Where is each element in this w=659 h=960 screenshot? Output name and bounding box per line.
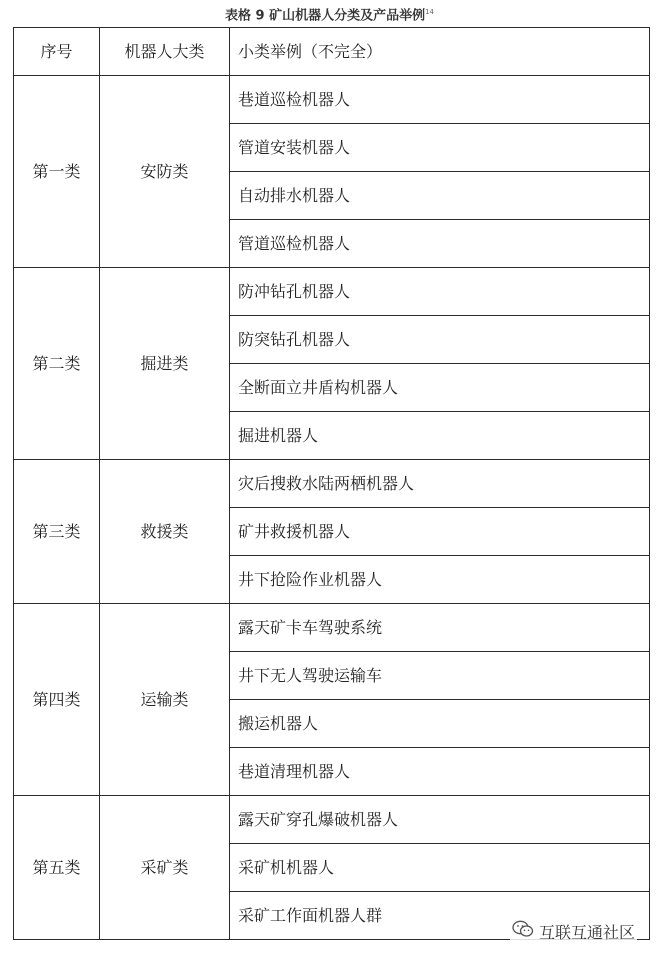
example-item-cell: 灾后搜救水陆两栖机器人 bbox=[230, 460, 650, 508]
group-category-cell: 安防类 bbox=[100, 76, 230, 268]
group-index-cell: 第四类 bbox=[14, 604, 100, 796]
robot-classification-table bbox=[13, 27, 650, 940]
table-row bbox=[14, 796, 650, 844]
example-item-cell: 井下无人驾驶运输车 bbox=[230, 652, 650, 700]
example-item-cell: 自动排水机器人 bbox=[230, 172, 650, 220]
group-category-cell: 掘进类 bbox=[100, 268, 230, 460]
group-index-cell: 第一类 bbox=[14, 76, 100, 268]
header-category: 机器人大类 bbox=[100, 28, 230, 76]
example-item-cell: 矿井救援机器人 bbox=[230, 508, 650, 556]
group-category-cell: 采矿类 bbox=[100, 796, 230, 940]
example-item-cell: 采矿工作面机器人群 bbox=[230, 892, 650, 940]
caption-title: 表格 9 矿山机器人分类及产品举例 bbox=[224, 8, 426, 24]
example-item-cell: 防突钻孔机器人 bbox=[230, 316, 650, 364]
group-index-cell: 第三类 bbox=[14, 460, 100, 604]
watermark bbox=[510, 918, 637, 944]
example-item-cell: 采矿机机器人 bbox=[230, 844, 650, 892]
example-item-cell: 管道巡检机器人 bbox=[230, 220, 650, 268]
caption-reference: 14 bbox=[425, 8, 435, 16]
header-index: 序号 bbox=[14, 28, 100, 76]
group-category-cell: 运输类 bbox=[100, 604, 230, 796]
header-examples: 小类举例（不完全） bbox=[230, 28, 650, 76]
watermark-text: 互联互通社区 bbox=[539, 922, 636, 942]
example-item-cell: 露天矿卡车驾驶系统 bbox=[230, 604, 650, 652]
example-item-cell: 掘进机器人 bbox=[230, 412, 650, 460]
table-row bbox=[14, 268, 650, 316]
header-row bbox=[14, 28, 650, 76]
example-item-cell: 露天矿穿孔爆破机器人 bbox=[230, 796, 650, 844]
group-index-cell: 第五类 bbox=[14, 796, 100, 940]
wechat-logo-icon bbox=[512, 920, 534, 942]
example-item-cell: 巷道巡检机器人 bbox=[230, 76, 650, 124]
group-index-cell: 第二类 bbox=[14, 268, 100, 460]
example-item-cell: 防冲钻孔机器人 bbox=[230, 268, 650, 316]
table-caption bbox=[0, 2, 659, 26]
example-item-cell: 管道安装机器人 bbox=[230, 124, 650, 172]
table-row bbox=[14, 460, 650, 508]
example-item-cell: 巷道清理机器人 bbox=[230, 748, 650, 796]
example-item-cell: 搬运机器人 bbox=[230, 700, 650, 748]
group-category-cell: 救援类 bbox=[100, 460, 230, 604]
example-item-cell: 井下抢险作业机器人 bbox=[230, 556, 650, 604]
table-row bbox=[14, 76, 650, 124]
example-item-cell: 全断面立井盾构机器人 bbox=[230, 364, 650, 412]
table-row bbox=[14, 604, 650, 652]
